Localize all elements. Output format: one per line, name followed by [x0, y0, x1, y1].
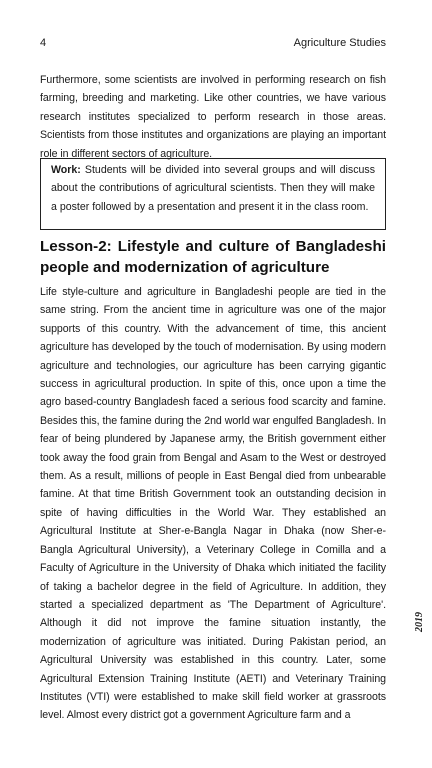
- page-header: [40, 36, 386, 50]
- lesson-title: Lesson-2: Lifestyle and culture of Bangladeshi people and modernization of agriculture: [40, 238, 386, 276]
- margin-year: 2019: [414, 612, 425, 632]
- lesson-body: Life style-culture and agriculture in Bangladeshi people are tied in the same string. From the ancient time in agriculture was one of the major supports of this country. With the advancement of time, this ancient agriculture has developed by the touch of modernisation. By using modern agriculture and technologies, our agriculture has been carrying gigantic success in agricultural production. In spite of this, once upon a time the agro based-country Bangladesh faced a serious food scarcity and famine. Besides this, the famine during the 2nd world war engulfed Bangladesh. In fear of being plundered by Japanese army, the British government either took away the food grain from Bengal and Asam to the West or destroyed them. As a result, millions of people in East Bengal died from unbearable famine. At that time British Government took an outstanding decision in spite of having difficulties in the World War. They established an Agricultural Institute at Sher-e-Bangla Nagar in Dhaka (now Sher-e-Bangla Agricultural University), a Veterinary College in Comilla and a Faculty of Agriculture in the University of Dhaka which initiated the facility of taking a bachelor degree in the field of Agriculture. In addition, they started a specialized department as 'The Department of Agriculture'. Although it did not improve the famine situation instantly, the modernization of agriculture was initiated. During Pakistan period, an Agricultural University was established in this country. Later, some Agricultural Extension Training Institute (AETI) and Veterinary Training Institutes (VTI) were established to make skill field worker at grassroots level. Almost every district got a government Agriculture farm and a: [40, 286, 386, 722]
- work-text: Students will be divided into several groups and will discuss about the contributions of agricultural scientists. Then they will make a poster followed by a presentation and present it in the class room.: [51, 164, 375, 213]
- running-title: Agriculture Studies: [293, 37, 386, 49]
- work-box: [40, 158, 386, 230]
- intro-paragraph: Furthermore, some scientists are involved in performing research on fish farming, breeding and marketing. Like other countries, we have various research institutes specialized to perform research in those areas. Scientists from those institutes and organizations are playing an important role in different sectors of agriculture.: [40, 74, 386, 160]
- page-number: 4: [40, 37, 47, 49]
- work-label: Work:: [51, 164, 81, 176]
